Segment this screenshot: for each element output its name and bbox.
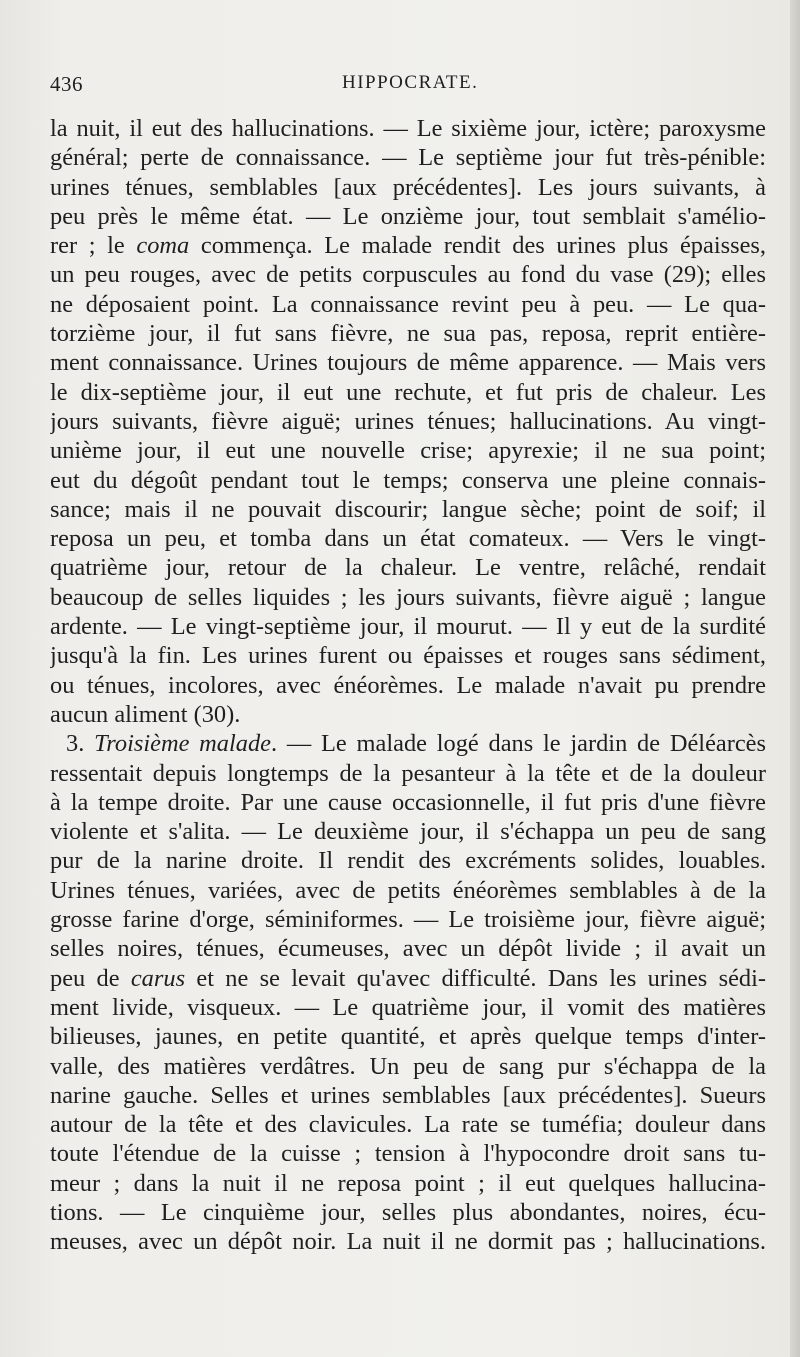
page-header [50, 72, 766, 102]
text-run: beaucoup de selles liquides ; les jours suivants, fièvre aiguë ; langue [50, 583, 766, 611]
text-run: ressentait depuis longtemps de la pesanteur à la tête et de la douleur [50, 759, 766, 787]
text-run: autour de la tête et des clavicules. La rate se tuméfia; douleur dans [50, 1111, 766, 1139]
text-run: reposa un peu, et tomba dans un état comateux. — Vers le vingt- [50, 525, 766, 553]
text-line [50, 495, 766, 524]
text-line [50, 466, 766, 495]
text-run: meur ; dans la nuit il ne reposa point ; il eut quelques hallucina- [50, 1169, 766, 1197]
text-run: pur de la narine droite. Il rendit des excréments solides, louables. [50, 847, 766, 875]
text-run: aucun aliment (30). [50, 700, 241, 728]
text-run: selles noires, ténues, écumeuses, avec un dépôt livide ; il avait un [50, 935, 766, 963]
text-line [50, 553, 766, 582]
text-line [50, 905, 766, 934]
text-run: un peu rouges, avec de petits corpuscules au fond du vase (29); elles [50, 261, 766, 289]
text-run: . — Le malade logé dans le jardin de Déléarcès [270, 730, 766, 758]
text-line [50, 583, 766, 612]
text-line [50, 1169, 766, 1198]
text-run: tions. — Le cinquième jour, selles plus abondantes, noires, écu- [50, 1198, 766, 1226]
text-run: la nuit, il eut des hallucinations. — Le sixième jour, ictère; paroxysme [50, 115, 766, 142]
text-line [50, 202, 766, 231]
text-run: quatrième jour, retour de la chaleur. Le ventre, relâché, rendait [50, 554, 766, 582]
text-line [50, 1198, 766, 1227]
text-run: valle, des matières verdâtres. Un peu de sang pur s'échappa de la [50, 1052, 766, 1080]
text-line [50, 143, 766, 172]
page-number: 436 [50, 72, 83, 96]
text-run: peu de [50, 964, 131, 992]
text-line [50, 319, 766, 348]
text-line [50, 964, 766, 993]
text-line [50, 700, 766, 729]
text-run: ou ténues, incolores, avec énéorèmes. Le malade n'avait pu prendre [50, 671, 766, 699]
text-run: grosse farine d'orge, séminiformes. — Le troisième jour, fièvre aiguë; [50, 906, 766, 934]
text-line [50, 290, 766, 319]
text-line [50, 1081, 766, 1110]
text-run: ment connaissance. Urines toujours de même apparence. — Mais vers [50, 349, 766, 377]
text-run: peu près le même état. — Le onzième jour, tout semblait s'amélio- [50, 202, 766, 230]
text-run: violente et s'alita. — Le deuxième jour, il s'échappa un peu de sang [50, 818, 766, 846]
text-line [50, 260, 766, 289]
italic-term: carus [130, 964, 186, 992]
text-run: ardente. — Le vingt-septième jour, il mourut. — Il y eut de la surdité [50, 613, 766, 641]
text-run: Urines ténues, variées, avec de petits énéorèmes semblables à de la [50, 876, 766, 904]
text-run: 3. [66, 730, 95, 758]
text-run: ne déposaient point. La connaissance revint peu à peu. — Le qua- [50, 290, 766, 318]
text-line [50, 1110, 766, 1139]
text-run: torzième jour, il fut sans fièvre, ne sua pas, reposa, reprit entière- [50, 320, 766, 348]
text-line [50, 934, 766, 963]
text-line [50, 231, 766, 260]
text-line [50, 876, 766, 905]
body-text [50, 114, 766, 1257]
text-run: narine gauche. Selles et urines semblables [aux précédentes]. Sueurs [50, 1081, 766, 1109]
running-title: HIPPOCRATE. [342, 72, 479, 93]
text-run: commença. Le malade rendit des urines plus épaisses, [189, 232, 766, 260]
text-line [50, 993, 766, 1022]
text-run: toute l'étendue de la cuisse ; tension à l'hypocondre droit sans tu- [50, 1140, 766, 1168]
text-line [50, 378, 766, 407]
text-line [50, 788, 766, 817]
text-run: ment livide, visqueux. — Le quatrième jour, il vomit des matières [50, 993, 766, 1021]
text-line [50, 671, 766, 700]
text-line [50, 407, 766, 436]
text-run: jours suivants, fièvre aiguë; urines ténues; hallucinations. Au vingt- [50, 407, 766, 435]
text-run: le dix-septième jour, il eut une rechute, et fut pris de chaleur. Les [50, 378, 766, 406]
text-line [50, 114, 766, 143]
text-line [50, 612, 766, 641]
text-run: et ne se levait qu'avec difficulté. Dans les urines sédi- [185, 964, 766, 992]
text-line [50, 436, 766, 465]
text-line [50, 348, 766, 377]
text-line [50, 759, 766, 788]
text-line [50, 1139, 766, 1168]
text-run: urines ténues, semblables [aux précédentes]. Les jours suivants, à [50, 173, 766, 201]
text-run: unième jour, il eut une nouvelle crise; apyrexie; il ne sua point; [50, 437, 766, 465]
text-run: sance; mais il ne pouvait discourir; langue sèche; point de soif; il [50, 495, 766, 523]
text-line [50, 524, 766, 553]
page-edge [790, 0, 800, 1357]
text-run: meuses, avec un dépôt noir. La nuit il ne dormit pas ; hallucinations. [50, 1228, 766, 1256]
text-line [50, 817, 766, 846]
text-run: général; perte de connaissance. — Le septième jour fut très-pénible: [50, 144, 766, 172]
italic-term: coma [136, 232, 190, 260]
text-run: jusqu'à la fin. Les urines furent ou épaisses et rouges sans sédiment, [50, 642, 766, 670]
text-run: à la tempe droite. Par une cause occasionnelle, il fut pris d'une fièvre [50, 788, 766, 816]
text-run: eut du dégoût pendant tout le temps; conserva une pleine connais- [50, 466, 766, 494]
text-line [50, 1022, 766, 1051]
text-line [50, 1052, 766, 1081]
text-line [50, 641, 766, 670]
italic-term: Troisième malade [94, 730, 271, 758]
text-run: rer ; le [50, 232, 137, 260]
text-line [50, 1227, 766, 1256]
text-line [50, 846, 766, 875]
text-run: bilieuses, jaunes, en petite quantité, et après quelque temps d'inter- [50, 1023, 766, 1051]
text-line [50, 173, 766, 202]
text-line [50, 729, 766, 758]
